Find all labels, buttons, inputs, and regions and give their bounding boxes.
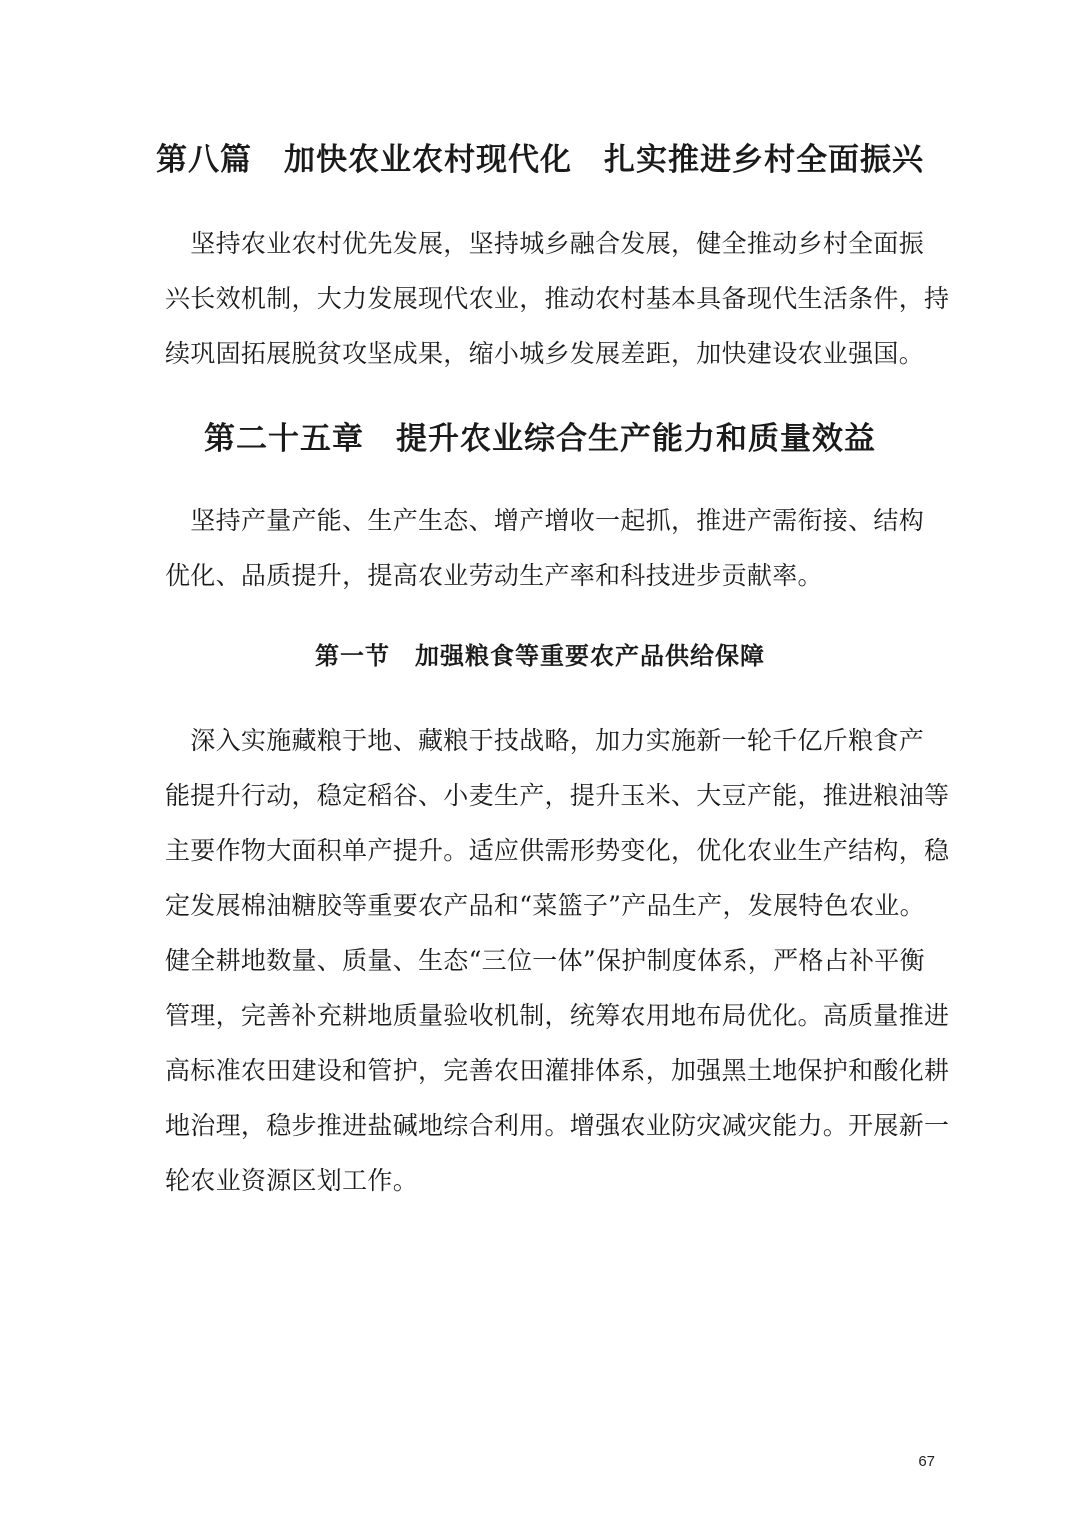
paragraph-line: 兴长效机制，大力发展现代农业，推动农村基本具备现代生活条件，持 [165, 284, 950, 313]
paragraph-line: 地治理，稳步推进盐碱地综合利用。增强农业防灾减灾能力。开展新一 [165, 1111, 950, 1140]
paragraph-line: 续巩固拓展脱贫攻坚成果，缩小城乡发展差距，加快建设农业强国。 [165, 339, 925, 368]
part-title: 第八篇 加快农业农村现代化 扎实推进乡村全面振兴 [156, 142, 924, 178]
chapter-title: 第二十五章 提升农业综合生产能力和质量效益 [204, 421, 876, 457]
section-body-paragraph [165, 713, 950, 1208]
paragraph-line: 坚持产量产能、生产生态、增产增收一起抓，推进产需衔接、结构 [165, 506, 925, 535]
paragraph-line: 管理，完善补充耕地质量验收机制，统筹农用地布局优化。高质量推进 [165, 1001, 950, 1030]
paragraph-line: 坚持农业农村优先发展，坚持城乡融合发展，健全推动乡村全面振 [165, 229, 925, 258]
part-intro-paragraph [165, 216, 950, 381]
paragraph-line: 能提升行动，稳定稻谷、小麦生产，提升玉米、大豆产能，推进粮油等 [165, 781, 950, 810]
section-title: 第一节 加强粮食等重要农产品供给保障 [315, 642, 765, 670]
paragraph-line: 健全耕地数量、质量、生态“三位一体”保护制度体系，严格占补平衡 [165, 946, 925, 975]
paragraph-line: 主要作物大面积单产提升。适应供需形势变化，优化农业生产结构，稳 [165, 836, 950, 865]
chapter-intro-paragraph [165, 493, 925, 603]
paragraph-line: 定发展棉油糖胶等重要农产品和“菜篮子”产品生产，发展特色农业。 [165, 891, 925, 920]
paragraph-line: 优化、品质提升，提高农业劳动生产率和科技进步贡献率。 [165, 561, 823, 590]
page-number: 67 [918, 1453, 935, 1470]
paragraph-line: 轮农业资源区划工作。 [165, 1166, 419, 1195]
paragraph-line: 高标准农田建设和管护，完善农田灌排体系，加强黑土地保护和酸化耕 [165, 1056, 950, 1085]
paragraph-line: 深入实施藏粮于地、藏粮于技战略，加力实施新一轮千亿斤粮食产 [165, 726, 925, 755]
